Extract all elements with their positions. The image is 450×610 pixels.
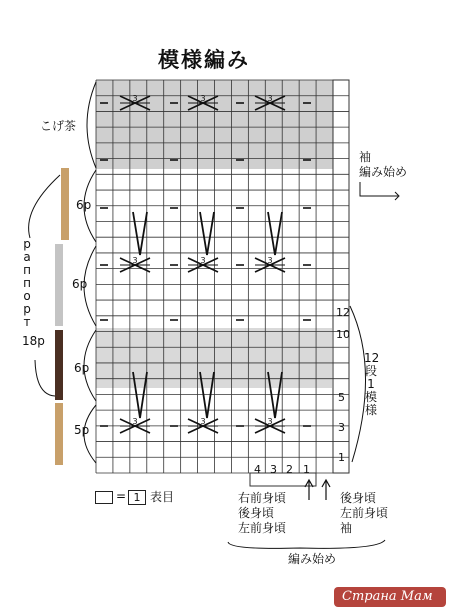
watermark-text: Страна Мам [342,589,433,604]
cable-number: 3 [132,417,138,426]
kogecha-label: こげ茶 [40,119,77,133]
pattern-repeat-label [364,352,378,417]
stripe-tan-bottom [55,403,63,465]
legend-knit-box [128,490,146,505]
pattern-repeat-text: 12段1模様 [364,351,380,417]
rapport-letter: о [23,289,31,303]
stripe-dark [55,330,63,400]
row-number-12: 12 [336,306,350,319]
cable-number: 3 [132,256,138,265]
stitch-number-2: 2 [286,463,293,476]
page-title: 模様編み [158,48,250,72]
rapport-letter: р [23,237,31,251]
decrease-stitch [268,212,282,255]
stripe-tan-top [61,168,69,240]
cable-number: 3 [267,256,273,265]
cable-number: 3 [200,256,206,265]
rapport-arc [29,175,60,238]
section-label-4: 5р [74,423,90,437]
stripe-grey [55,244,63,326]
rapport-arc [35,360,55,396]
cable-number: 3 [267,94,273,103]
row-number-3: 3 [338,421,345,434]
rapport-count: 18р [22,334,45,348]
rapport-letter: р [23,302,31,316]
note-back: 後身頃 [238,506,275,520]
kogecha-bracket [87,82,96,168]
rapport-letter: т [23,315,31,329]
rapport-letter: п [23,276,31,290]
bottom-bracket [228,540,385,548]
legend-equals: = [116,489,127,503]
section-label-1: 6р [76,198,92,212]
rapport-letter: а [23,250,31,264]
row-number-1: 1 [338,451,345,464]
decrease-stitch [200,212,214,255]
stitch-number-1: 1 [303,463,310,476]
section-label-3: 6р [74,361,90,375]
legend-label: 表目 [150,490,175,504]
stitch-number-4: 4 [254,463,261,476]
legend-knit-box-number: 1 [133,491,141,504]
rapport-letter: п [23,263,31,277]
row-number-10: 10 [336,328,350,341]
right-index-column [333,80,349,473]
cable-number: 3 [267,417,273,426]
cable-number: 3 [200,94,206,103]
knit-start-label: 編み始め [288,552,337,566]
sleeve-arrow-line [360,182,398,196]
note-left-front: 左前身頃 [238,521,287,535]
note-left-front-2: 左前身頃 [340,506,389,520]
rapport-label [20,238,34,329]
section-label-2: 6р [72,277,88,291]
sleeve-label: 袖 [359,150,372,164]
decrease-stitch [133,212,147,255]
row-number-5: 5 [338,391,345,404]
watermark [334,587,446,607]
sleeve-start-label: 編み始め [359,165,408,179]
note-right-front: 右前身頃 [238,491,287,505]
legend-empty-square [95,491,113,504]
note-sleeve: 袖 [340,521,353,535]
stitch-number-3: 3 [270,463,277,476]
cable-number: 3 [200,417,206,426]
cable-number: 3 [132,94,138,103]
note-back-2: 後身頃 [340,491,377,505]
